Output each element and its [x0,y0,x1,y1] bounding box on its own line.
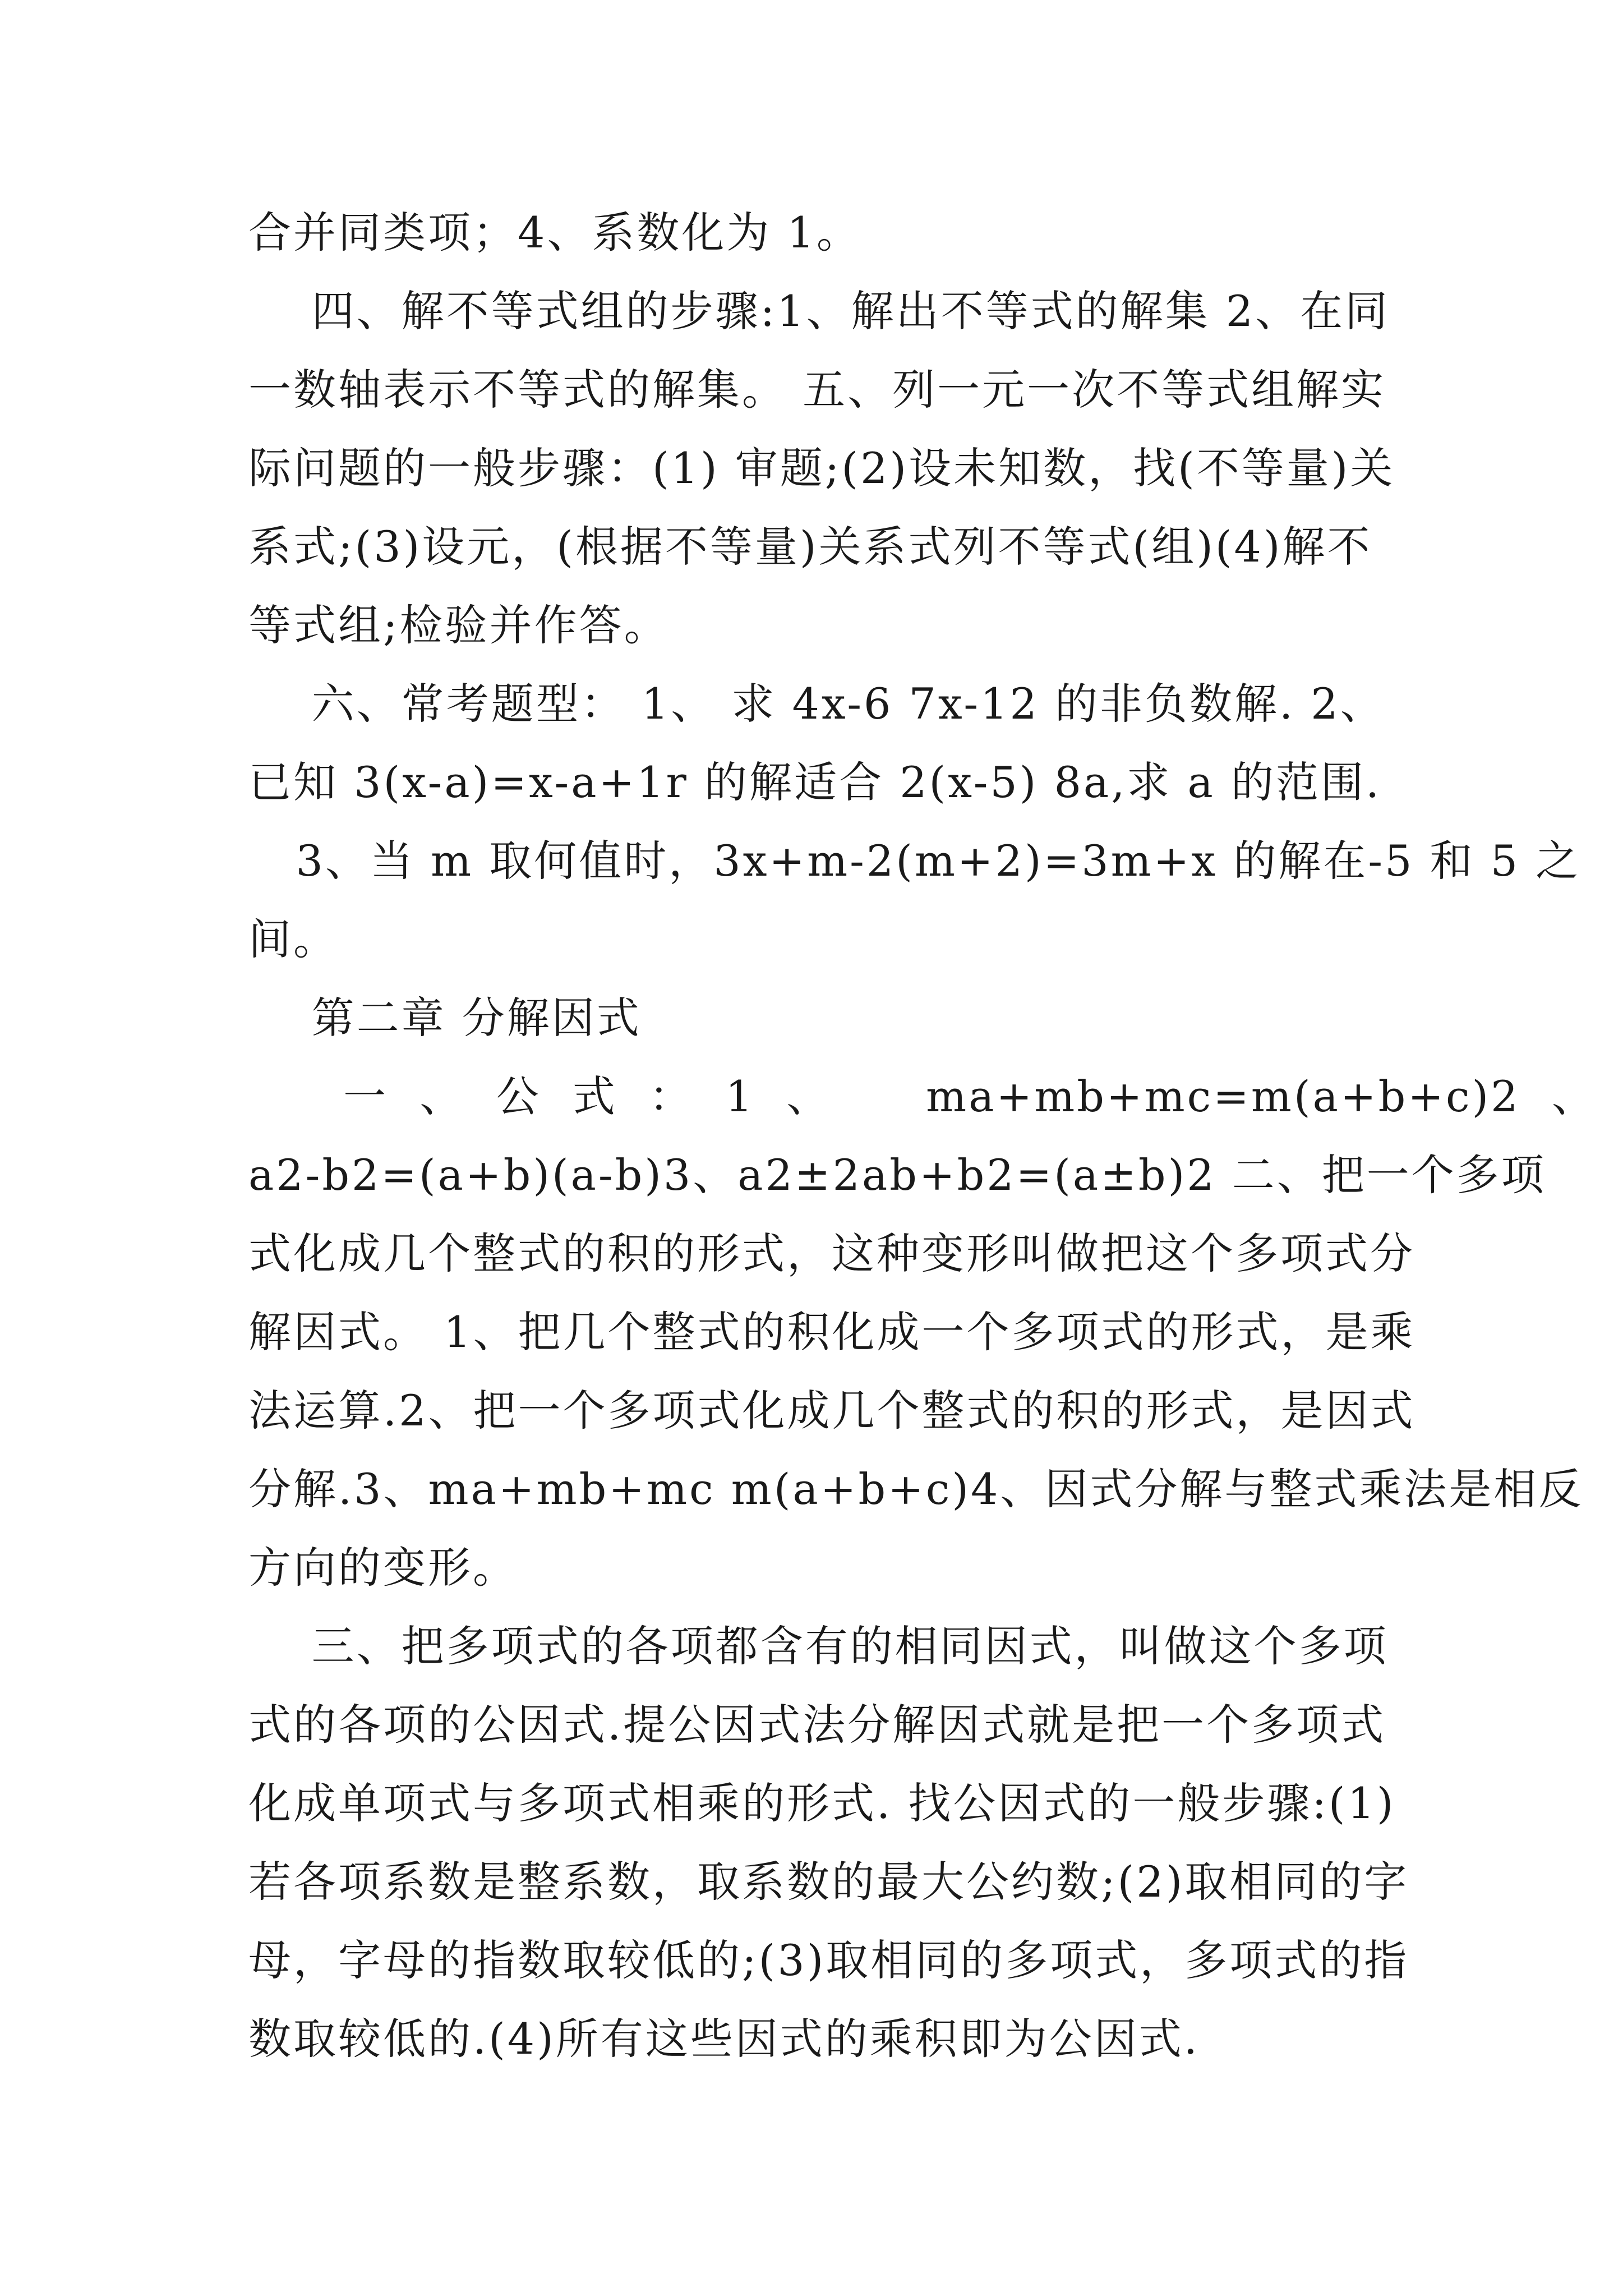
document-body [248,194,1597,2078]
chapter-heading: 第二章 分解因式 [248,993,642,1043]
text-line-1: 合并同类项；4、系数化为 1。 [248,208,861,257]
text-line-6: 等式组;检验并作答。 [248,600,669,650]
text-line-3: 一数轴表示不等式的解集。 五、列一元一次不等式组解实 [248,365,1386,415]
text-line-16: 法运算.2、把一个多项式化成几个整式的积的形式，是因式 [248,1386,1415,1435]
text-line-14: 式化成几个整式的积的形式，这种变形叫做把这个多项式分 [248,1228,1415,1278]
text-line-5: 系式;(3)设元，(根据不等量)关系式列不等式(组)(4)解不 [248,522,1372,572]
text-line-21: 化成单项式与多项式相乘的形式. 找公因式的一般步骤:(1) [248,1778,1396,1828]
text-line-4: 际问题的一般步骤：(1) 审题;(2)设未知数，找(不等量)关 [248,443,1395,493]
text-line-18: 方向的变形。 [248,1543,518,1593]
text-line-8: 已知 3(x-a)=x-a+1r 的解适合 2(x-5) 8a,求 a 的范围. [248,757,1382,807]
text-line-23: 母，字母的指数取较低的;(3)取相同的多项式，多项式的指 [248,1935,1409,1985]
text-line-9: 3、当 m 取何值时，3x+m-2(m+2)=3m+x 的解在-5 和 5 之 [248,836,1581,886]
text-line-10: 间。 [248,914,338,964]
text-line-12: 一 、 公 式 ： 1 、 ma+mb+mc=m(a+b+c)2 、 [248,1071,1597,1121]
text-line-24: 数取较低的.(4)所有这些因式的乘积即为公因式. [248,2014,1200,2064]
text-line-22: 若各项系数是整系数，取系数的最大公约数;(2)取相同的字 [248,1857,1409,1907]
text-line-17: 分解.3、ma+mb+mc m(a+b+c)4、因式分解与整式乘法是相反 [248,1464,1584,1514]
text-line-15: 解因式。 1、把几个整式的积化成一个多项式的形式，是乘 [248,1307,1415,1357]
text-line-2: 四、解不等式组的步骤:1、解出不等式的解集 2、在同 [248,286,1390,336]
text-line-19: 三、把多项式的各项都含有的相同因式，叫做这个多项 [248,1621,1389,1671]
text-line-13: a2-b2=(a+b)(a-b)3、a2±2ab+b2=(a±b)2 二、把一个多项 [248,1150,1546,1200]
text-line-7: 六、常考题型： 1、 求 4x-6 7x-12 的非负数解. 2、 [248,679,1385,729]
text-line-20: 式的各项的公因式.提公因式法分解因式就是把一个多项式 [248,1700,1386,1750]
